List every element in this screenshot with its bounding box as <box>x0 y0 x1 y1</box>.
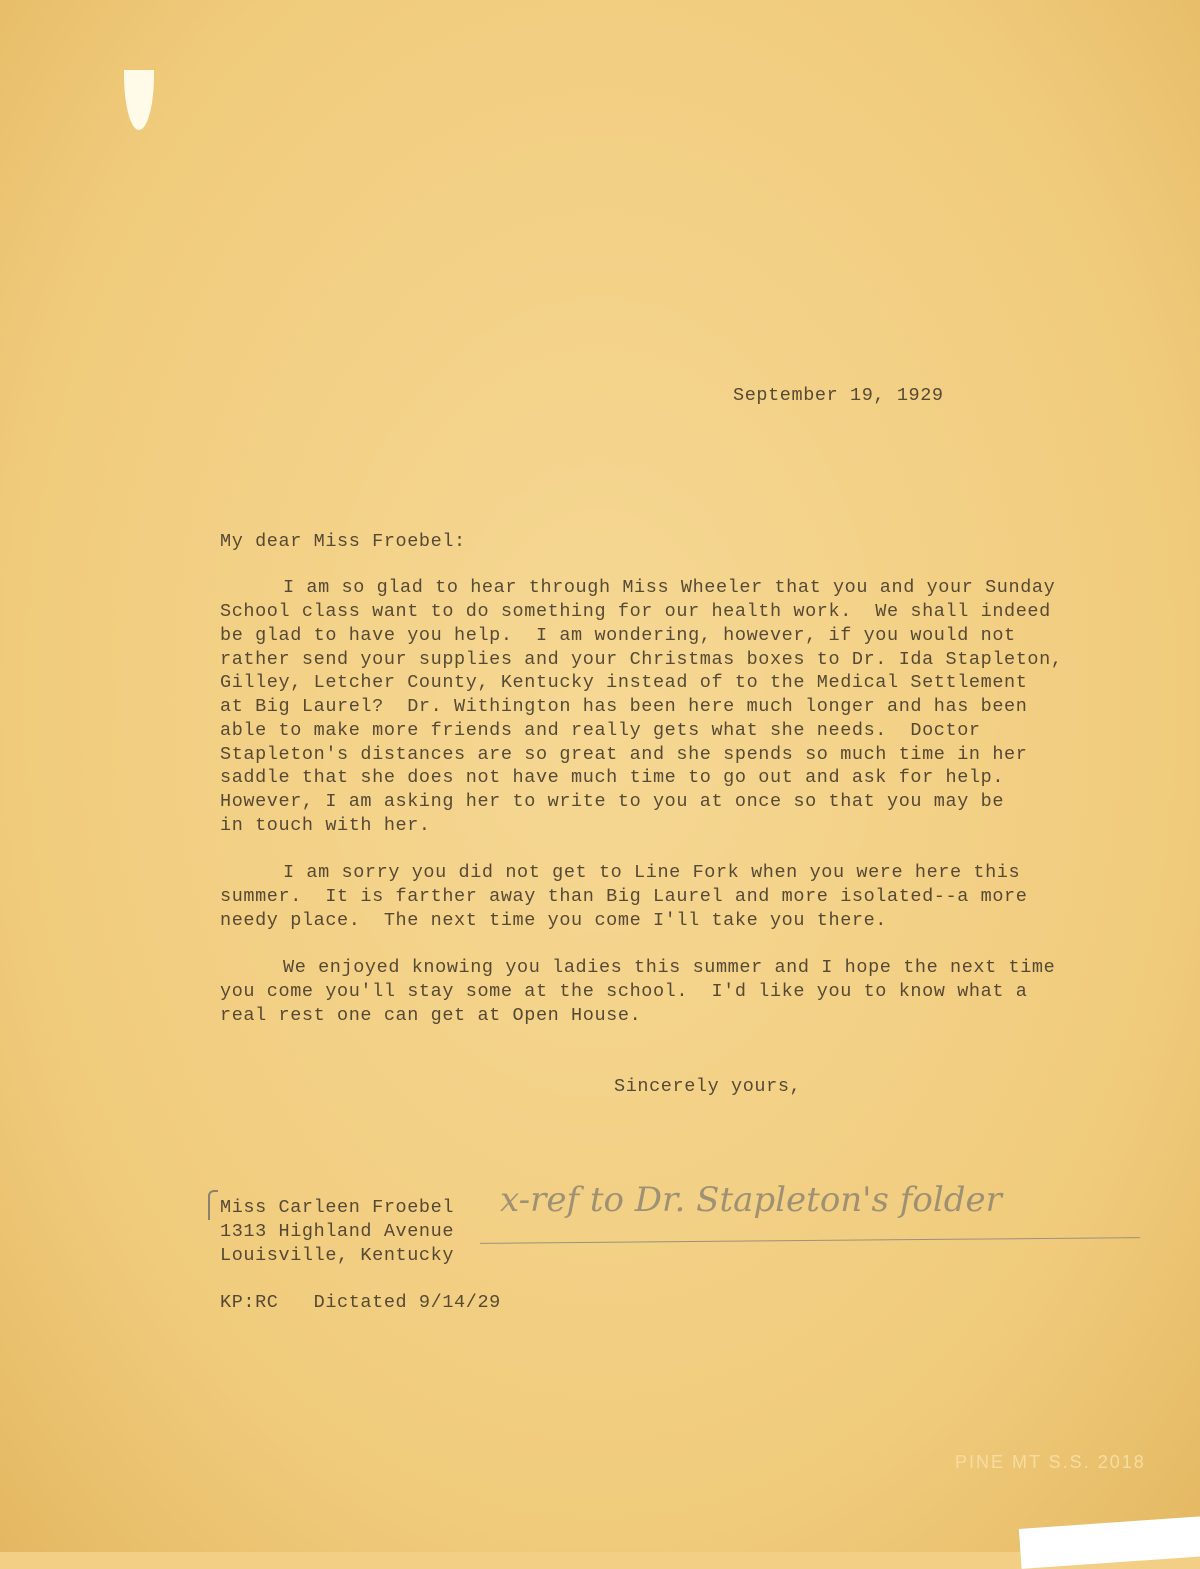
closing: Sincerely yours, <box>614 1076 802 1097</box>
body-line: at Big Laurel? Dr. Withington has been here much longer and has been <box>220 696 1028 717</box>
handwritten-note: x-ref to Dr. Stapleton's folder <box>500 1180 1002 1220</box>
reference-initials: KP:RC Dictated 9/14/29 <box>220 1292 501 1313</box>
body-line: you come you'll stay some at the school. I'd like you to know what a <box>220 981 1028 1002</box>
body-line: summer. It is farther away than Big Laurel and more isolated--a more <box>220 886 1028 907</box>
body-line: I am so glad to hear through Miss Wheeler that you and your Sunday <box>283 577 1056 598</box>
address-line: 1313 Highland Avenue <box>220 1221 455 1242</box>
body-line: Stapleton's distances are so great and she spends so much time in her <box>220 744 1028 765</box>
body-line: School class want to do something for our health work. We shall indeed <box>220 601 1051 622</box>
salutation: My dear Miss Froebel: <box>220 531 466 552</box>
body-line: saddle that she does not have much time to go out and ask for help. <box>220 767 1005 788</box>
address-bracket <box>208 1190 218 1220</box>
body-line: real rest one can get at Open House. <box>220 1005 642 1026</box>
body-line: in touch with her. <box>220 815 431 836</box>
watermark: PINE MT S.S. 2018 <box>955 1452 1146 1472</box>
body-line: able to make more friends and really gets what she needs. Doctor <box>220 720 981 741</box>
body-line: However, I am asking her to write to you at once so that you may be <box>220 791 1005 812</box>
address-line: Miss Carleen Froebel <box>220 1197 455 1218</box>
body-line: be glad to have you help. I am wondering, however, if you would not <box>220 625 1016 646</box>
body-line: needy place. The next time you come I'll take you there. <box>220 910 888 931</box>
address-line: Louisville, Kentucky <box>220 1245 455 1266</box>
body-line: I am sorry you did not get to Line Fork when you were here this <box>283 862 1021 883</box>
letter-date: September 19, 1929 <box>733 385 944 406</box>
body-line: rather send your supplies and your Christmas boxes to Dr. Ida Stapleton, <box>220 649 1063 670</box>
body-line: Gilley, Letcher County, Kentucky instead of to the Medical Settlement <box>220 672 1028 693</box>
body-line: We enjoyed knowing you ladies this summer and I hope the next time <box>283 957 1056 978</box>
